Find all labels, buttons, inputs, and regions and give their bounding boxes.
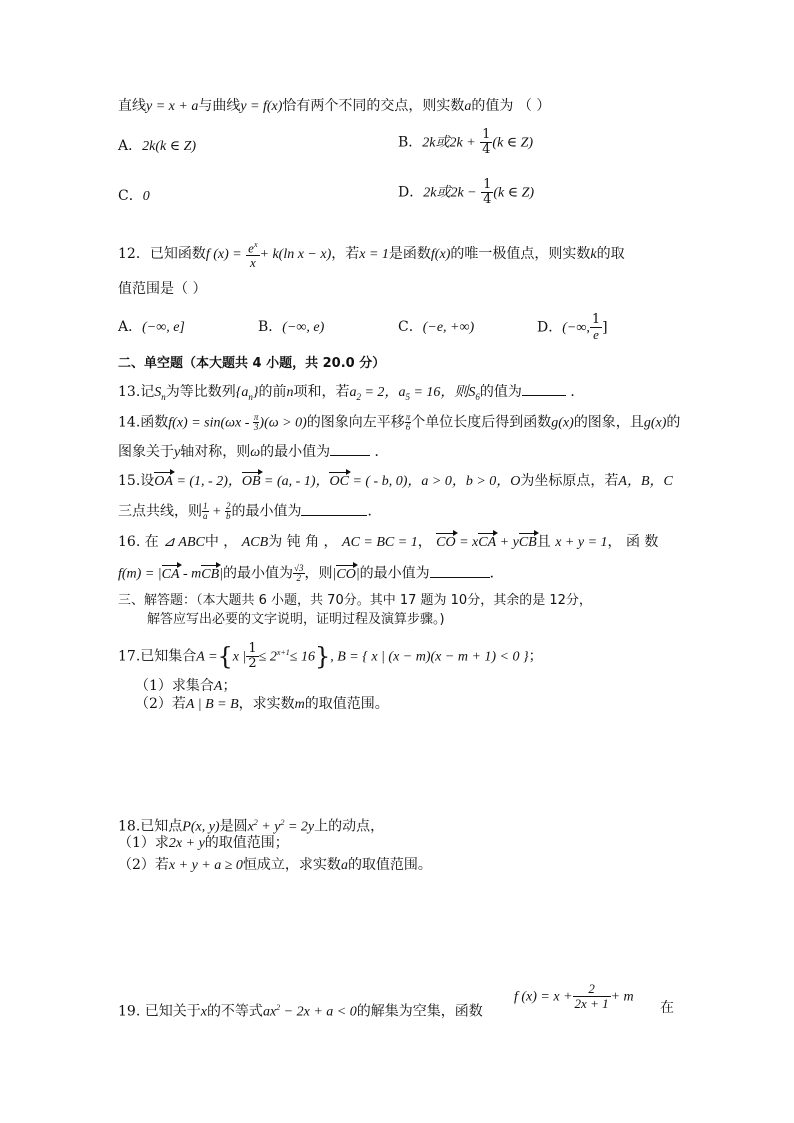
q16-k: x + y = 1 [555, 535, 608, 550]
q12-f-rhs: + k(ln x − x) [259, 247, 332, 263]
section2-title-a: 二、单空题（ [118, 356, 197, 371]
q12-line2: 值范围是（ ） [118, 281, 207, 297]
q14-b: f(x) = sin(ωx - [168, 415, 253, 431]
q14-c: )(ω > 0) [259, 415, 307, 431]
frac-num: 1 [203, 501, 208, 511]
q16-vec-cb: CB [518, 535, 537, 550]
q16-l2i: ． [489, 565, 504, 582]
q11-text-b: 与曲线 [198, 98, 241, 114]
q18-p2d: a [340, 858, 348, 873]
q16-f: AC = BC = 1 [342, 535, 418, 550]
q13-b-sub: n [161, 391, 166, 402]
frac-num: 1 [591, 312, 601, 327]
q19-a: 19. 已知关于 [118, 1003, 201, 1020]
q17-a: 17.已知集合 [118, 648, 197, 665]
frac-num: 1 [482, 127, 491, 142]
q14-f: g(x) [551, 415, 574, 431]
q11-option-a[interactable] [118, 137, 196, 156]
q14-d: 的图象向左平移 [306, 414, 405, 431]
q17-p1c: ； [222, 678, 237, 694]
q14-l2e: 的最小值为 [260, 444, 331, 460]
q15-e: a > 0，b > 0， [421, 474, 511, 489]
q19-function [514, 982, 634, 1011]
q15-plus: + [208, 504, 225, 520]
q11-option-d[interactable] [398, 178, 534, 207]
q17-part1 [135, 677, 236, 696]
q16-l2e: ，则 [304, 565, 333, 582]
q18-a: 18.已知点 [118, 818, 183, 835]
q17-d: ≤ 2 [258, 649, 277, 665]
q13-i: a [349, 385, 357, 400]
q17-p2c: ，求实数 [238, 696, 295, 712]
q15-g: 为坐标原点，若 [520, 473, 619, 489]
q18-p2c: 恒成立，求实数 [242, 857, 341, 873]
q19-b: x [200, 1004, 207, 1020]
q17-p2d: m [294, 697, 305, 712]
q12-option-d[interactable] [537, 313, 608, 342]
q16-i: + y [496, 535, 519, 550]
frac-num: 2 [225, 501, 231, 511]
q12-f-lhs: f (x) = [205, 247, 242, 263]
q18-f: = 2y [284, 819, 315, 835]
q18-part1 [118, 834, 289, 853]
q16-a: 16. 在 [118, 534, 164, 550]
q12-fraction [246, 238, 259, 270]
frac-num [246, 238, 259, 256]
q16-l2-vec-co: CO [336, 566, 356, 582]
section3-line1: 三、解答题：（本大题共 6 小题，共 70分。其中 17 题为 10分，其余的是 12分， [118, 593, 592, 608]
q16-d: ACB [241, 535, 269, 550]
option-label: B． [258, 319, 283, 335]
q12-option-b[interactable] [258, 318, 324, 337]
brace-close: } [314, 642, 331, 671]
q15-l2a: 三点共线，则 [118, 503, 202, 520]
q14-i: 的 [666, 414, 681, 431]
q17-part2 [135, 695, 389, 714]
q15-line2 [118, 502, 381, 522]
q15-vec-oc: OC [329, 474, 349, 489]
q17-c: x | [232, 649, 247, 665]
q15-vec-oa: OA [154, 474, 173, 489]
q18-p2e: 的取值范围。 [347, 857, 432, 873]
option-expr: (−∞, e] [142, 320, 185, 335]
q11-text-d: 的值为 （ ） [471, 98, 551, 114]
q19-frac [573, 982, 611, 1011]
q13-k: a [398, 385, 406, 400]
section2-title-b: 本大题共 4 小题，共 20.0 分 [196, 356, 373, 371]
q14-g: 的图象，且 [573, 414, 644, 431]
q12-text-a: 12．已知函数 [118, 246, 206, 263]
q14-l2c: 轴对称，则 [180, 444, 251, 460]
q15-answer-blank[interactable] [301, 503, 367, 516]
q18-p1c: 的取值范围； [204, 835, 289, 851]
frac-den: x [249, 255, 256, 271]
q16-h: = x [455, 535, 479, 550]
option-fraction [480, 128, 492, 157]
q13-n: 的值为 [479, 384, 522, 400]
q17-d-sup: x+1 [276, 647, 290, 657]
frac-num: 1 [248, 641, 257, 656]
q13-a: 13.记 [118, 384, 155, 400]
brace-open: { [217, 642, 233, 671]
q16-frac [293, 564, 304, 583]
frac-num: 1 [483, 177, 492, 192]
q13-g: n [286, 385, 294, 400]
section2-title [118, 355, 385, 373]
q16-e: 为 钝 角 ， [268, 534, 343, 550]
q12-fx: f(x) [430, 247, 451, 263]
option-label: B． [398, 134, 423, 151]
q14-line2 [118, 443, 389, 462]
q13-k-sub: 5 [405, 391, 410, 402]
q16-l2d: 的最小值为 [223, 565, 294, 582]
q18-d: x [247, 819, 254, 835]
q13-answer-blank[interactable] [522, 383, 566, 396]
option-fraction [590, 313, 602, 342]
q14-answer-blank[interactable] [330, 443, 370, 456]
q17-line1 [118, 642, 543, 671]
option-expr-post: (k ∈ Z) [493, 185, 535, 201]
q13-m-sub: 6 [475, 391, 480, 402]
q18-p1b: 2x + y [168, 836, 205, 851]
q16-line2 [118, 564, 504, 584]
q11-stem [118, 97, 550, 116]
q19-c: 的不等式 [206, 1003, 263, 1020]
option-label: A． [118, 319, 143, 335]
option-expr: 2k(k ∈ Z) [142, 139, 197, 154]
q12-k: k [590, 247, 597, 263]
q13-d-sub: n [248, 391, 253, 402]
q17-p1a: （1）求集合 [135, 678, 214, 694]
q11-text-c: 恰有两个不同的交点，则实数 [282, 98, 465, 114]
q12-text-d: 的唯一极值点，则实数 [450, 246, 591, 263]
frac-den: 2x + 1 [574, 996, 609, 1011]
q17-g: ； [528, 648, 543, 665]
q19-e: − 2x + a < 0 [280, 1004, 357, 1020]
q18-e-sup: 2 [280, 818, 285, 827]
q14-a: 14.函数 [118, 414, 169, 431]
q16-g: ， [417, 534, 437, 550]
q11-text-a: 直线 [118, 98, 146, 114]
q17-p1b: A [213, 679, 223, 694]
option-expr: (−∞, e) [282, 320, 325, 335]
q13-b: S [154, 385, 162, 400]
option-expr-post: ] [602, 319, 608, 336]
q13 [118, 383, 584, 406]
option-expr-pre: 2k或2k − [423, 185, 477, 201]
q16-l2c: | [219, 566, 224, 582]
q14-l2b: y [174, 445, 181, 460]
q17-b: A = [196, 649, 218, 665]
q16-l2a: f(m) = | [118, 566, 162, 582]
q16-answer-blank[interactable] [430, 565, 490, 578]
q15-d: = ( - b, 0)， [348, 474, 422, 489]
q13-i-sub: 2 [356, 391, 361, 402]
q12-option-a[interactable] [118, 318, 185, 337]
q18-b: P(x, y) [182, 819, 220, 835]
q18-p2b: x + y + a ≥ 0 [168, 858, 243, 873]
q19-d-sup: 2 [276, 1003, 281, 1012]
frac-den: 6 [405, 422, 411, 432]
frac-num: π [253, 412, 259, 422]
q14-h: g(x) [643, 415, 667, 431]
option-label: D． [537, 319, 563, 336]
q11-var-a: a [464, 99, 472, 114]
q13-f: 的前 [258, 384, 287, 400]
frac-den: 2 [296, 573, 302, 583]
q15-line1 [118, 472, 673, 491]
q11-eq-line: y = x + a [146, 99, 199, 114]
q16-vec-ca: CA [478, 535, 497, 550]
q18-g: 上的动点， [314, 818, 385, 835]
q12-text-b: ，若 [331, 246, 360, 263]
q13-l: = 16，则 [409, 385, 469, 400]
frac-den: 4 [482, 142, 491, 157]
q19-g: f (x) = x + [514, 989, 573, 1005]
q16-b: ⊿ ABC [163, 535, 205, 550]
q16-l2f: | [332, 566, 337, 582]
q15-b: = (1, - 2)， [172, 474, 242, 489]
q15-l2b: 的最小值为 [231, 503, 302, 520]
option-expr-post: (k ∈ Z) [492, 135, 534, 151]
q12-option-c[interactable] [398, 318, 474, 337]
q16-l2h: 的最小值为 [359, 565, 430, 582]
q13-c: 为等比数列 [165, 384, 236, 400]
q19-d: ax [262, 1004, 277, 1020]
q16-vec-co: CO [436, 535, 456, 550]
option-label: D． [398, 184, 424, 201]
q11-eq-curve: y = f(x) [240, 99, 283, 114]
frac-den: a [203, 511, 208, 521]
frac-den: e [593, 327, 599, 342]
q18-p1a: （1）求 [118, 835, 169, 851]
q14-l2d: ω [250, 445, 261, 460]
q18-e: + y [257, 819, 281, 835]
q14-line1 [118, 413, 680, 433]
frac-num: π [405, 412, 411, 422]
option-expr-pre: 2k或2k + [422, 135, 476, 151]
q14-l2f: ． [370, 444, 389, 460]
q16-l2g: | [355, 566, 360, 582]
q15-vec-ob: OB [241, 474, 261, 489]
q17-p2a: （2）若 [135, 696, 186, 712]
frac-num-base: e [248, 240, 254, 256]
option-expr-pre: (−∞, [562, 320, 590, 336]
option-label: A． [118, 138, 143, 154]
q11-option-b[interactable] [398, 128, 533, 157]
option-expr: 0 [142, 189, 150, 204]
q14-e: 个单位长度后得到函数 [411, 414, 552, 431]
q17-f: , B = { x | (x − m)(x − m + 1) < 0 } [330, 649, 529, 665]
q13-m: S [468, 385, 476, 400]
frac-den: b [225, 511, 231, 521]
frac-num-sup: x [253, 240, 258, 249]
frac-num: 2 [573, 982, 611, 997]
q19-f: 的解集为空集，函数 [356, 1003, 483, 1020]
q16-l: ， 函 数 [607, 534, 659, 550]
q16-l2-vec-ca: CA [161, 566, 180, 582]
option-label: C． [398, 319, 423, 335]
q13-e: } [252, 385, 259, 400]
q15-c: = (a, - 1)， [260, 474, 330, 489]
q19-line1 [118, 999, 483, 1022]
q15-h: A，B，C [618, 474, 673, 489]
q15-a: 15.设 [118, 473, 155, 489]
q12-cond: x = 1 [359, 247, 389, 263]
q18-part2 [118, 856, 432, 875]
q16-l2-vec-cb: CB [201, 566, 220, 582]
q17-frac [246, 642, 258, 671]
q19-h: + m [610, 989, 634, 1005]
q16-j: 且 [536, 534, 556, 550]
frac-den: 4 [483, 192, 492, 207]
q12-stem [118, 238, 625, 270]
q11-option-c[interactable] [118, 187, 150, 206]
q13-j: = 2， [360, 385, 399, 400]
q13-d: {a [235, 385, 249, 400]
q17-p2b: A | B = B [185, 697, 239, 712]
q13-o: ． [565, 384, 585, 400]
section3-line2: 解答应写出必要的文字说明，证明过程及演算步骤。) [147, 612, 445, 627]
q16-line1 [118, 533, 658, 552]
q12-text-c: 是函数 [388, 246, 431, 263]
q14-l2a: 图象关于 [118, 444, 174, 460]
q16-l2b: - m [179, 566, 202, 582]
q17-p2e: 的取值范围。 [304, 696, 389, 712]
option-fraction [481, 178, 493, 207]
option-label: C． [118, 188, 143, 204]
frac-num: √3 [294, 563, 304, 573]
q15-f: O [510, 474, 521, 489]
q18-p2a: （2）若 [118, 857, 169, 873]
q18-d-sup: 2 [253, 818, 258, 827]
section2-title-c: ） [372, 356, 386, 371]
q17-e: ≤ 16 [289, 649, 315, 665]
q19-tail: 在 [660, 1000, 674, 1016]
q13-h: 项和，若 [293, 384, 350, 400]
frac-den: 3 [253, 422, 259, 432]
frac-den: 2 [248, 656, 257, 671]
q15-l2c: ． [367, 503, 382, 520]
option-expr: (−e, +∞) [422, 320, 475, 335]
q12-text-e: 的取 [596, 246, 625, 263]
q16-c: 中 ， [204, 534, 242, 550]
q18-c: 是圆 [219, 818, 248, 835]
